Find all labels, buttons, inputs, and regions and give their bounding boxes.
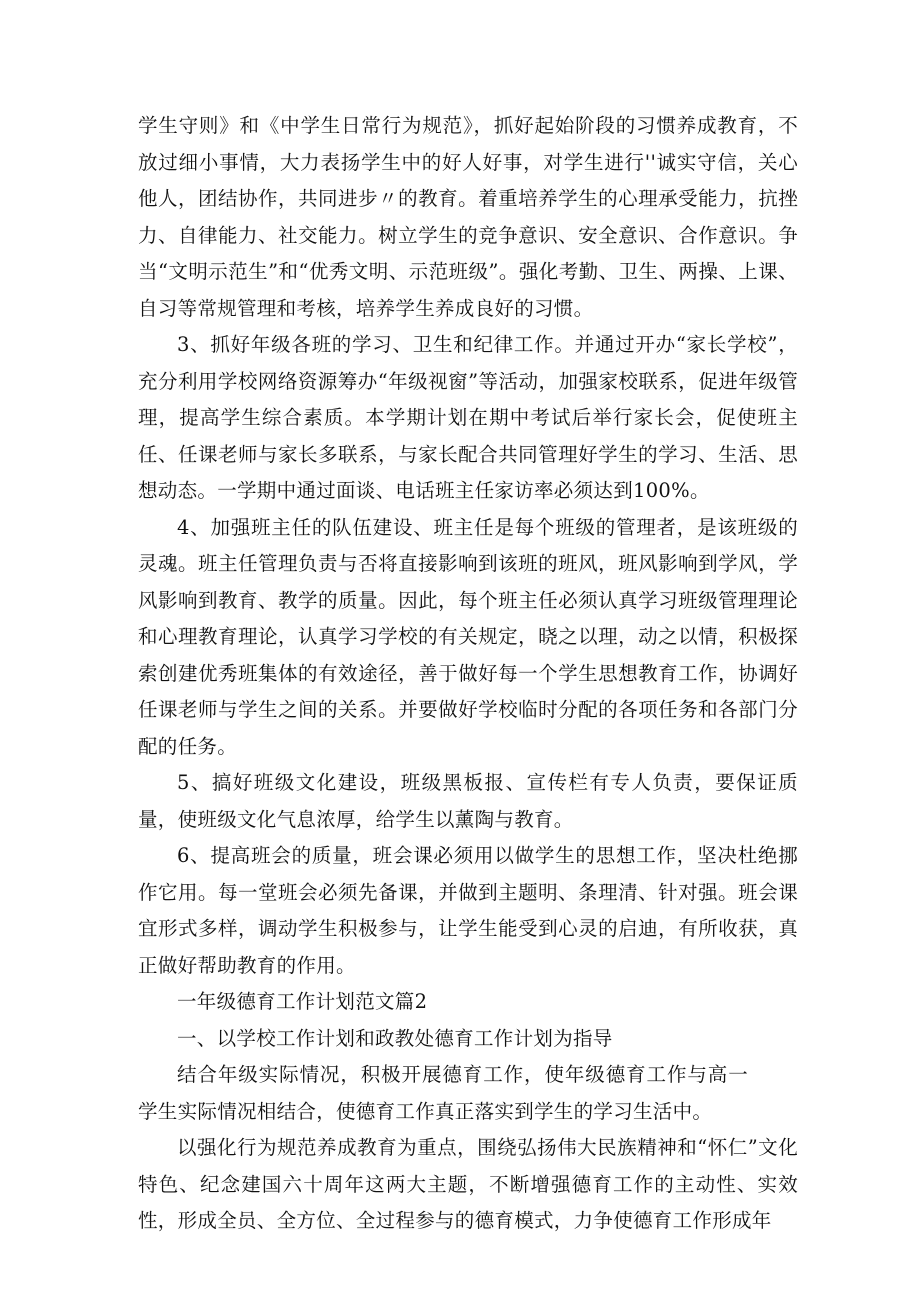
paragraph-item-6: 6、提高班会的质量，班会课必须用以做学生的思想工作，坚决杜绝挪作它用。每一堂班会必须先备课，并做到主题明、条理清、针对强。班会课宜形式多样，调动学生积极参与，让学生能受到心灵的启迪，有所收获，真正做好帮助教育的作用。: [138, 844, 798, 977]
paragraph-item-3: 3、抓好年级各班的学习、卫生和纪律工作。并通过开办“家长学校”，充分利用学校网络资源筹办“年级视窗”等活动，加强家校联系，促进年级管理，提高学生综合素质。本学期计划在期中考试后举行家长会，促使班主任、任课老师与家长多联系，与家长配合共同管理好学生的学习、生活、思想动态。一学期中通过面谈、电话班主任家访率必须达到100%。: [138, 333, 798, 502]
paragraph-item-5: 5、搞好班级文化建设，班级黑板报、宣传栏有专人负责，要保证质量，使班级文化气息浓厚，给学生以薰陶与教育。: [138, 771, 798, 831]
section-subheading: 一、以学校工作计划和政教处德育工作计划为指导: [177, 1026, 613, 1050]
section2-paragraph-2: 以强化行为规范养成教育为重点，围绕弘扬伟大民族精神和“怀仁”文化特色、纪念建国六十周年这两大主题，不断增强德育工作的主动性、实效性，形成全员、全方位、全过程参与的德育模式，力争使德育工作形成年: [138, 1136, 798, 1232]
paragraph-item-4: 4、加强班主任的队伍建设、班主任是每个班级的管理者，是该班级的灵魂。班主任管理负责与否将直接影响到该班的班风，班风影响到学风，学风影响到教育、教学的质量。因此，每个班主任必须认真学习班级管理理论和心理教育理论，认真学习学校的有关规定，晓之以理，动之以情，积极探索创建优秀班集体的有效途径，善于做好每一个学生思想教育工作，协调好任课老师与学生之间的关系。并要做好学校临时分配的各项任务和各部门分配的任务。: [138, 515, 798, 758]
section2-paragraph-1: 结合年级实际情况，积极开展德育工作，使年级德育工作与高一学生实际情况相结合，使德育工作真正落实到学生的学习生活中。: [138, 1063, 748, 1123]
paragraph-continued: 学生守则》和《中学生日常行为规范》，抓好起始阶段的习惯养成教育，不放过细小事情，大力表扬学生中的好人好事，对学生进行''诚实守信，关心他人，团结协作，共同进步〃的教育。着重培养学生的心理承受能力，抗挫力、自律能力、社交能力。树立学生的竞争意识、安全意识、合作意识。争当“文明示范生”和“优秀文明、示范班级”。强化考勤、卫生、两操、上课、自习等常规管理和考核，培养学生养成良好的习惯。: [138, 114, 798, 320]
document-body: [138, 108, 798, 1240]
section-title: 一年级德育工作计划范文篇2: [177, 990, 428, 1013]
